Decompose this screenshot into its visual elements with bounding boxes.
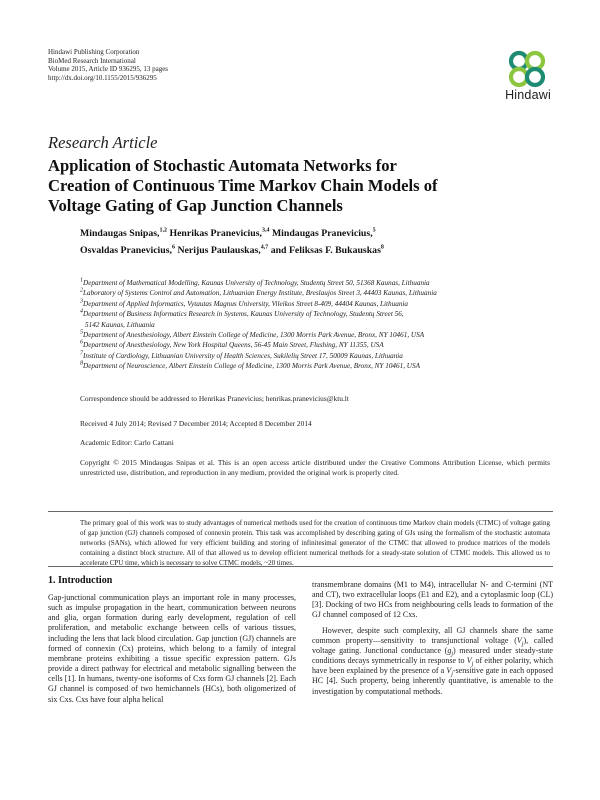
- affiliation-item: [80, 309, 550, 319]
- body-paragraph: transmembrane domains (M1 to M4), intracellular N- and C-termini (NT and CT), two extracellular loops (E1 and E2), and a cytoplasmic loop (CL) [3]. Docking of two HCs from neighbouring cells leads to formation of the GJ channel composed of 12 Cxs.: [312, 580, 553, 620]
- abstract-top-divider: [48, 511, 553, 512]
- body-column-right: [312, 580, 553, 697]
- title-line: Application of Stochastic Automata Networks for: [48, 156, 397, 175]
- affiliation-item: [80, 330, 550, 340]
- volume-info: Volume 2015, Article ID 936295, 13 pages: [48, 65, 169, 74]
- affiliation-text: Department of Mathematical Modelling, Kaunas University of Technology, Studentų Street 50, 51368 Kaunas, Lithuania: [83, 279, 430, 287]
- body-paragraph: However, despite such complexity, all GJ channels share the same common property—sensitivity to transjunctional voltage $(V_j)$, called voltage gating. Junctional conductance $(g_j)$ measured under steady-state conditions decays symmetrically in response to $V_j$ of either polarity, which have been explained by the presence of a $V_j$-sensitive gate in each opposed HC [4]. Such property, being inherently quantitative, is amenable to the investigation by computational methods.: [312, 625, 553, 696]
- affiliation-item: [80, 361, 550, 371]
- author-name: Mindaugas Pranevicius,: [271, 228, 373, 239]
- hindawi-wordmark: Hindawi: [505, 88, 551, 102]
- publication-dates: Received 4 July 2014; Revised 7 December 2014; Accepted 8 December 2014: [80, 419, 312, 428]
- abstract-text: The primary goal of this work was to study advantages of numerical methods used for the creation of continuous time Markov chain models (CTMC) of voltage gating of gap junction (GJ) channels composed of connexin protein. This task was accomplished by describing gating of GJs using the formalism of the stochastic automata networks (SANs), which allowed for very efficient building and storing of infinitesimal generator of the CTMC that allowed to produce matrices of the models containing a distinct block structure. All of that allowed us to develop efficient numerical methods for a steady-state solution of CTMC models. This allowed us to accelerate CPU time, which is necessary to solve CTMC models, ~20 times.: [80, 519, 550, 567]
- affiliation-number: 3: [80, 298, 83, 305]
- affiliation-number: 1: [80, 277, 83, 284]
- affiliation-item: [80, 288, 550, 298]
- author-name: Osvaldas Pranevicius,: [80, 245, 172, 256]
- author-affiliation-ref: 3,4: [261, 227, 270, 234]
- article-type: Research Article: [48, 133, 158, 152]
- title-line: Creation of Continuous Time Markov Chain Models of: [48, 176, 438, 195]
- author-list: [80, 225, 550, 259]
- copyright-notice: Copyright © 2015 Mindaugas Snipas et al. This is an open access article distributed under the Creative Commons Attribution License, which permits unrestricted use, distribution, and reproduction in any medium, provided the original work is properly cited.: [80, 458, 550, 478]
- doi-link[interactable]: http://dx.doi.org/10.1155/2015/936295: [48, 73, 157, 82]
- author-affiliation-ref: 6: [172, 244, 175, 251]
- affiliation-number: 5: [80, 329, 83, 336]
- author-name: Feliksas F. Bukauskas: [288, 245, 381, 256]
- affiliation-text: Institute of Cardiology, Lithuanian University of Health Sciences, Sukilelių Street 17, 50009 Kaunas, Lithuania: [83, 351, 403, 360]
- affiliation-item: [80, 299, 550, 309]
- hindawi-rings-icon: [495, 50, 560, 90]
- publisher-name: Hindawi Publishing Corporation: [48, 48, 140, 56]
- affiliation-list: [80, 278, 550, 372]
- affiliation-item: [80, 351, 550, 361]
- author-affiliation-ref: 8: [380, 244, 384, 251]
- affiliation-text: Department of Applied Informatics, Vytautas Magnus University, Vileikos Street 8-409, 44404 Kaunas, Lithuania: [83, 299, 409, 308]
- affiliation-item: [80, 340, 550, 350]
- title-line: Voltage Gating of Gap Junction Channels: [48, 196, 343, 215]
- affiliation-text: Department of Business Informatics Research in Systems, Kaunas University of Technology, Studentų Street 56,: [83, 310, 404, 319]
- author-affiliation-ref: 4,7: [260, 244, 269, 251]
- body-paragraph: Gap-junctional communication plays an important role in many processes, such as impulse propagation in the heart, communication between neurons and glia, organ formation during early development, regulation of cell proliferation, and metabolic exchange between cells of various tissues, including the lens that lack blood circulation. Gap junction (GJ) channels are formed of connexin (Cx) proteins, which belong to a family of integral membrane proteins exhibiting a tissue specific expression pattern. GJs provide a direct pathway for electrical and metabolic signalling between the cells [1]. In humans, twenty-one isoforms of Cxs form GJ channels [2]. Each GJ channel is composed of two hemichannels (HCs), both oligomerized of six Cxs. Cxs have four alpha helical: [48, 593, 296, 704]
- author-name: Mindaugas Snipas,: [80, 228, 160, 239]
- affiliation-text: Department of Neuroscience, Albert Einstein College of Medicine, 1300 Morris Park Avenue, Bronx, NY 10461, USA: [83, 362, 420, 371]
- author-conjunction: and: [270, 245, 287, 256]
- affiliation-item: [80, 278, 550, 288]
- affiliation-number: 2: [80, 288, 83, 295]
- author-affiliation-ref: 5: [372, 227, 376, 234]
- body-column-left: [48, 593, 296, 705]
- affiliation-text: Laboratory of Systems Control and Automation, Lithuanian Energy Institute, Breslaujos Street 3, 44403 Kaunas, Lithuania: [83, 289, 437, 298]
- article-title: [48, 156, 553, 216]
- correspondence-note: Correspondence should be addressed to Henrikas Pranevicius; henrikas.pranevicius@ktu.lt: [80, 394, 349, 403]
- affiliation-continuation: 5142 Kaunas, Lithuania: [85, 320, 155, 329]
- author-line: [80, 225, 550, 242]
- author-name: Nerijus Paulauskas,: [177, 245, 261, 256]
- affiliation-number: 4: [80, 308, 83, 315]
- affiliation-text: Department of Anesthesiology, Albert Einstein College of Medicine, 1300 Morris Park Avenue, Bronx, NY 10461, USA: [83, 331, 425, 340]
- journal-name: BioMed Research International: [48, 56, 136, 65]
- section-heading-introduction: 1. Introduction: [48, 575, 113, 586]
- affiliation-number: 7: [80, 350, 83, 357]
- affiliation-number: 8: [80, 360, 83, 367]
- hindawi-logo: [495, 50, 560, 106]
- author-affiliation-ref: 1,2: [159, 227, 167, 234]
- academic-editor: Academic Editor: Carlo Cattani: [80, 438, 174, 447]
- affiliation-text: Department of Anesthesiology, New York Hospital Queens, 56-45 Main Street, Flushing, NY 11355, USA: [83, 341, 384, 350]
- author-name: Henrikas Pranevicius,: [169, 228, 262, 239]
- author-line: [80, 242, 550, 259]
- affiliation-number: 6: [80, 340, 83, 347]
